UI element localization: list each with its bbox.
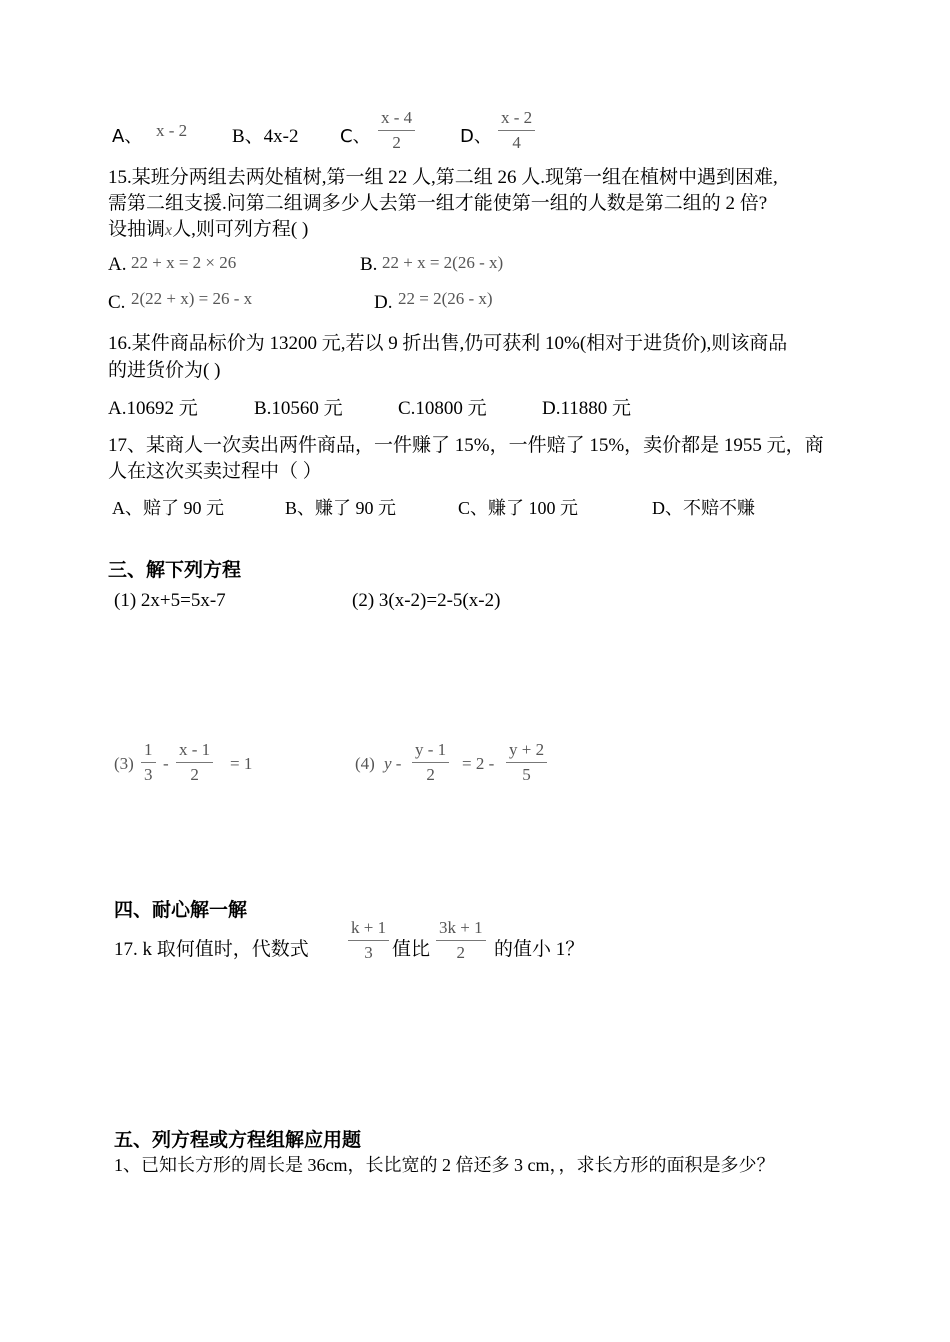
fraction-numerator: x - 2	[501, 108, 533, 127]
fraction-bar	[506, 762, 547, 763]
fraction-numerator: k + 1	[351, 918, 387, 937]
fraction-denominator: 2	[190, 765, 199, 784]
fraction-bar	[141, 762, 156, 763]
q14-option-c-label: C、	[340, 126, 371, 147]
q15-line-1: 15.某班分两组去两处植树,第一组 22 人,第二组 26 人.现第一组在植树中遇到困难,	[108, 167, 778, 188]
fraction-denominator: 3	[364, 943, 373, 962]
section-3-title: 三、解下列方程	[108, 560, 242, 581]
q17-option-a: A、赔了 90 元	[112, 498, 224, 518]
fraction-numerator: 1	[144, 740, 153, 759]
q14-option-d-label: D、	[460, 126, 492, 147]
q15-option-d-label: D.	[374, 292, 393, 313]
section-4-title: 四、耐心解一解	[114, 900, 248, 921]
equation-1: (1) 2x+5=5x-7	[114, 590, 226, 611]
section-4-question-middle: 值比	[392, 939, 431, 960]
equation-2: (2) 3(x-2)=2-5(x-2)	[352, 590, 501, 611]
fraction-bar	[436, 940, 486, 941]
q15-option-a-math: 22 + x = 2 × 26	[131, 253, 237, 272]
fraction-numerator: x - 4	[381, 108, 413, 127]
equation-3-rhs: = 1	[230, 754, 253, 773]
q14-option-a-math: x - 2	[156, 121, 188, 140]
section-4-question-prefix: 17. k 取何值时，代数式	[114, 939, 309, 960]
equation-4-middle: = 2 -	[462, 754, 495, 773]
fraction-numerator: 3k + 1	[439, 918, 483, 937]
q17-option-b: B、赚了 90 元	[285, 498, 397, 518]
q15-line-3-suffix: 人,则可列方程( )	[172, 219, 309, 240]
section-5-question-1: 1、已知长方形的周长是 36cm，长比宽的 2 倍还多 3 cm，，求长方形的面积是多少？	[114, 1155, 775, 1175]
equation-4-label: (4)	[355, 754, 375, 773]
equation-3-minus: -	[163, 754, 169, 773]
fraction-bar	[412, 762, 449, 763]
equation-4-fraction-1	[412, 740, 449, 785]
fraction-bar	[176, 762, 213, 763]
q15-line-3-prefix: 设抽调	[108, 219, 166, 240]
fraction-denominator: 4	[512, 133, 521, 152]
section-4-fraction-1	[348, 918, 389, 963]
fraction-numerator: y + 2	[509, 740, 545, 759]
q14-option-a-label: A、	[112, 126, 143, 147]
q14-option-b: B、4x-2	[232, 126, 299, 147]
q15-option-c-label: C.	[108, 292, 126, 313]
fraction-bar	[498, 130, 535, 131]
section-5-title: 五、列方程或方程组解应用题	[114, 1130, 362, 1151]
fraction-numerator: x - 1	[179, 740, 211, 759]
equation-3-label: (3)	[114, 754, 134, 773]
section-4-fraction-2	[436, 918, 486, 963]
q15-line-3	[108, 214, 308, 241]
fraction-numerator: y - 1	[415, 740, 447, 759]
q15-option-b-label: B.	[360, 254, 378, 275]
fraction-bar	[348, 940, 389, 941]
q16-option-a: A.10692 元	[108, 398, 198, 419]
equation-3-fraction-1	[141, 740, 156, 785]
q17-line-1: 17、某商人一次卖出两件商品，一件赚了 15%，一件赔了 15%，卖价都是 1955 元，商	[108, 435, 824, 456]
q15-option-d-math: 22 = 2(26 - x)	[398, 289, 493, 308]
fraction-denominator: 2	[392, 133, 401, 152]
q16-option-c: C.10800 元	[398, 398, 487, 419]
section-4-question-suffix: 的值小 1？	[494, 939, 585, 960]
equation-3-fraction-2	[176, 740, 213, 785]
fraction-bar	[378, 130, 415, 131]
q16-line-2: 的进货价为( )	[108, 360, 221, 381]
q17-option-c: C、赚了 100 元	[458, 498, 579, 518]
q17-option-d: D、不赔不赚	[652, 498, 755, 518]
fraction-denominator: 3	[144, 765, 153, 784]
equation-4-fraction-2	[506, 740, 547, 785]
q14-option-c-fraction	[378, 108, 415, 153]
q17-line-2: 人在这次买卖过程中（ ）	[108, 461, 322, 482]
q16-option-d: D.11880 元	[542, 398, 632, 419]
q16-option-b: B.10560 元	[254, 398, 343, 419]
q14-option-d-fraction	[498, 108, 535, 153]
fraction-denominator: 2	[456, 943, 466, 962]
fraction-denominator: 5	[522, 765, 531, 784]
fraction-denominator: 2	[426, 765, 435, 784]
equation-4-var: y -	[384, 754, 402, 773]
q15-option-b-math: 22 + x = 2(26 - x)	[382, 253, 504, 272]
q15-line-2: 需第二组支援.问第二组调多少人去第一组才能使第一组的人数是第二组的 2 倍?	[108, 193, 768, 214]
q15-option-c-math: 2(22 + x) = 26 - x	[131, 289, 253, 308]
q16-line-1: 16.某件商品标价为 13200 元,若以 9 折出售,仍可获利 10%(相对于进货价),则该商品	[108, 333, 788, 354]
q15-variable-x: x	[165, 222, 173, 239]
q15-option-a-label: A.	[108, 254, 127, 275]
